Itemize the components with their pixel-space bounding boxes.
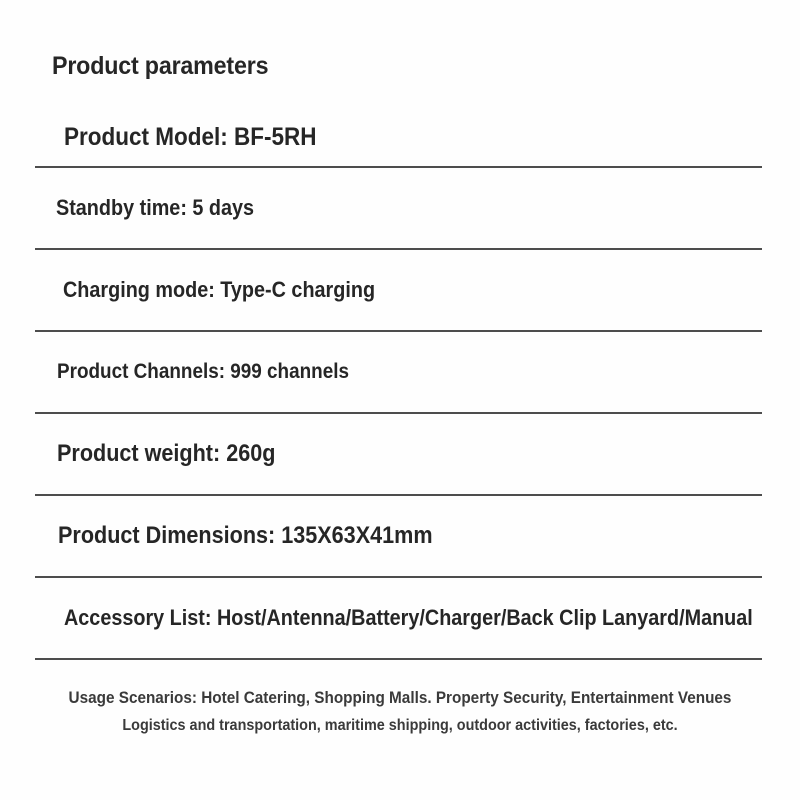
spec-row-accessory-list [0, 578, 800, 658]
usage-scenarios-line-2: Logistics and transportation, maritime shipping, outdoor activities, factories, etc. [122, 717, 678, 734]
spec-text-product-model: Product Model: BF-5RH [64, 123, 317, 152]
spec-row-standby-time [0, 168, 800, 248]
spec-text-product-channels: Product Channels: 999 channels [57, 360, 349, 384]
page-title: Product parameters [52, 52, 269, 80]
spec-row-product-weight [0, 414, 800, 494]
spec-text-product-dimensions: Product Dimensions: 135X63X41mm [58, 521, 433, 549]
spec-text-charging-mode: Charging mode: Type-C charging [63, 276, 376, 302]
spec-text-product-weight: Product weight: 260g [57, 439, 276, 467]
spec-row-charging-mode [0, 250, 800, 330]
spec-row-product-dimensions [0, 496, 800, 576]
usage-scenarios-block [0, 684, 800, 740]
spec-row-product-model [0, 110, 800, 166]
usage-scenarios-line-1: Usage Scenarios: Hotel Catering, Shopping Malls. Property Security, Entertainment Venues [68, 688, 732, 707]
spec-row-product-channels [0, 332, 800, 412]
spec-table [0, 110, 800, 660]
spec-text-standby-time: Standby time: 5 days [56, 194, 255, 220]
spec-divider [35, 658, 762, 660]
spec-text-accessory-list: Accessory List: Host/Antenna/Battery/Charger/Back Clip Lanyard/Manual [64, 604, 753, 630]
